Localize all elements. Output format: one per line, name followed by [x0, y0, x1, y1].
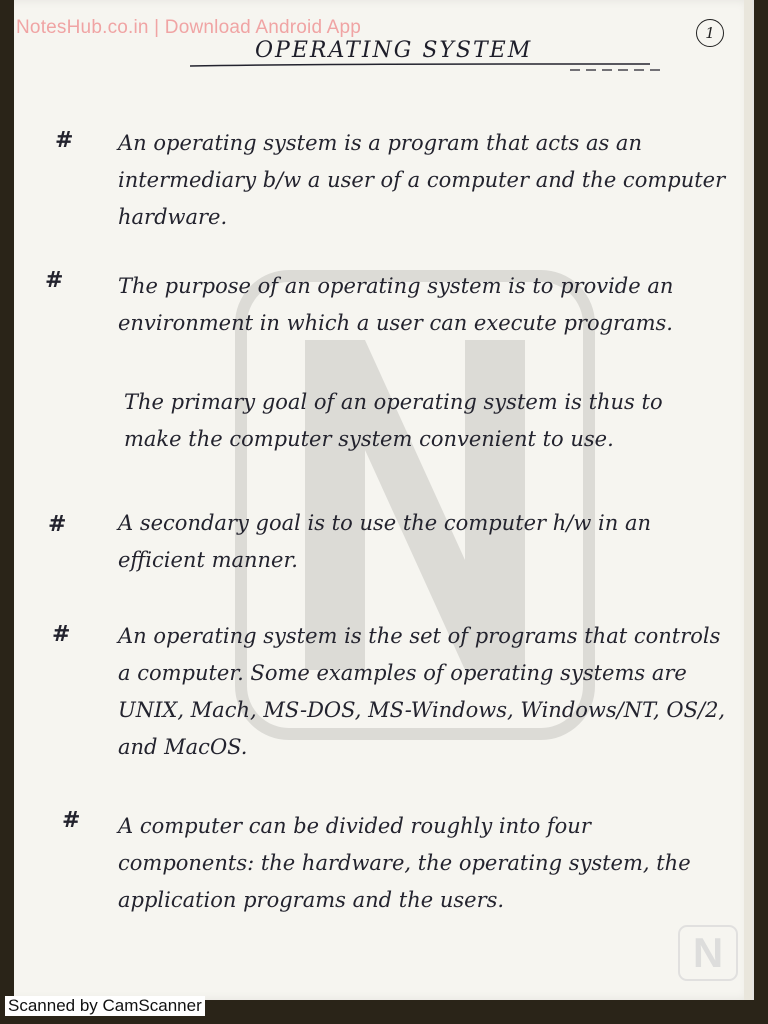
bullet-hash: # — [55, 128, 74, 153]
paragraph-os-definition: An operating system is a program that acts as an intermediary b/w a user of a computer and the computer hardware. — [118, 131, 726, 229]
bullet-hash: # — [62, 808, 81, 833]
bullet-hash: # — [52, 622, 71, 647]
paragraph-os-secondary-goal: A secondary goal is to use the computer h/w in an efficient manner. — [118, 511, 651, 572]
camscanner-footer: Scanned by CamScanner — [5, 996, 205, 1016]
page-number: 1 — [696, 19, 724, 47]
page-title: OPERATING SYSTEM — [255, 38, 533, 63]
title-underline — [190, 58, 660, 78]
header-watermark: NotesHub.co.in | Download Android App — [16, 17, 362, 38]
paragraph-os-examples: An operating system is the set of programs that controls a computer. Some examples of operating systems are UNIX, Mach, MS-DOS, MS-Windows, Windows/NT, OS/2, and MacOS. — [118, 624, 726, 759]
bullet-hash: # — [45, 268, 64, 293]
bullet-hash: # — [48, 512, 67, 537]
paragraph-computer-components: A computer can be divided roughly into four components: the hardware, the operating system, the application programs and the users. — [118, 814, 691, 912]
paragraph-os-primary-goal: The primary goal of an operating system is thus to make the computer system convenient to use. — [124, 390, 663, 451]
paragraph-os-purpose: The purpose of an operating system is to provide an environment in which a user can execute programs. — [118, 274, 674, 335]
noteshub-n-corner-logo-icon: N — [678, 925, 738, 981]
page-edge — [744, 0, 752, 1000]
